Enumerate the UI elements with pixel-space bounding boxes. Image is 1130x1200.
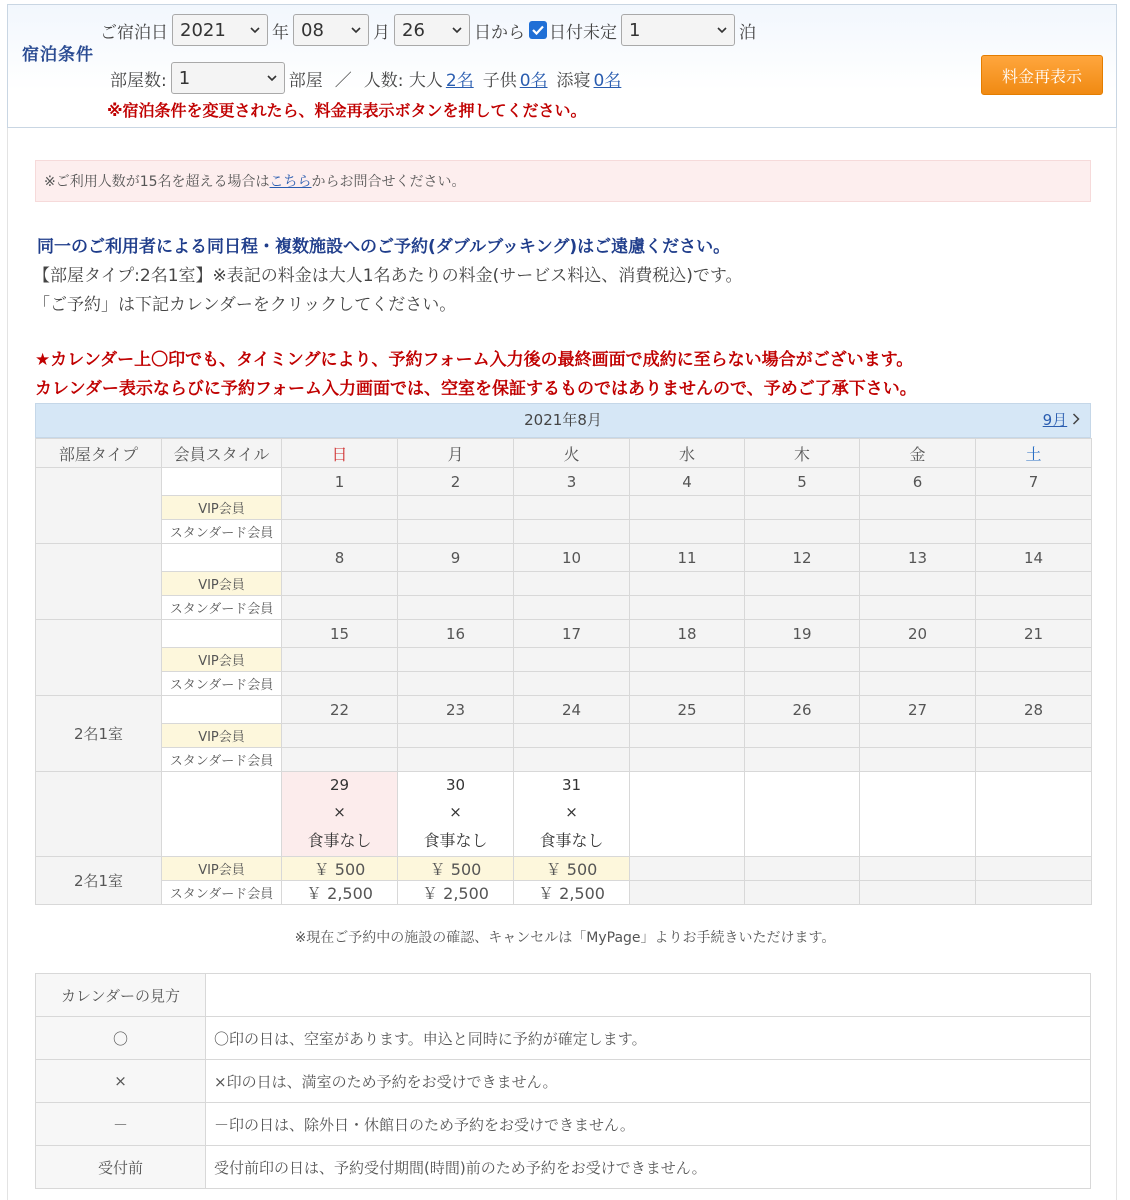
price-cell-empty bbox=[860, 881, 976, 905]
month-select[interactable]: 08 bbox=[293, 14, 369, 46]
date-cell: 4 bbox=[630, 468, 745, 496]
over15-notice: ※ご利用人数が15名を超える場合は こちら からお問合せください。 bbox=[35, 160, 1091, 202]
price-cell-empty bbox=[745, 672, 860, 696]
room-type-note: 【部屋タイプ:2名1室】※表記の料金は大人1名あたりの料金(サービス料込、消費税込)です。 bbox=[33, 266, 743, 286]
col-sun: 日 bbox=[282, 439, 398, 468]
booking-note: 「ご予約」は下記カレンダーをクリックしてください。 bbox=[33, 295, 457, 315]
vip-row bbox=[36, 724, 1092, 748]
date-cell: 2 bbox=[398, 468, 514, 496]
year-unit: 年 bbox=[272, 22, 289, 43]
empty-day-cell bbox=[745, 772, 860, 857]
legend-desc: ×印の日は、満室のため予約をお受けできません。 bbox=[206, 1060, 1091, 1103]
vip-row bbox=[36, 496, 1092, 520]
price-cell-empty bbox=[514, 572, 630, 596]
rooms-select[interactable]: 1 bbox=[171, 62, 285, 94]
date-cell: 23 bbox=[398, 696, 514, 724]
year-select[interactable]: 2021 bbox=[172, 14, 268, 46]
price-cell-empty bbox=[514, 596, 630, 620]
standard-price[interactable]: ￥ 2,500 bbox=[514, 881, 630, 905]
mypage-note: ※現在ご予約中の施設の確認、キャンセルは「MyPage」よりお手続きいただけます。 bbox=[294, 930, 836, 946]
date-cell: 8 bbox=[282, 544, 398, 572]
standard-row bbox=[36, 881, 1092, 905]
standard-label: スタンダード会員 bbox=[162, 520, 282, 544]
chevron-right-icon bbox=[1072, 413, 1080, 425]
price-cell-empty bbox=[398, 572, 514, 596]
standard-label: スタンダード会員 bbox=[162, 596, 282, 620]
day-select[interactable]: 26 bbox=[394, 14, 470, 46]
standard-row bbox=[36, 672, 1092, 696]
legend-desc: 〇印の日は、空室があります。申込と同時に予約が確定します。 bbox=[206, 1017, 1091, 1060]
chevron-down-icon bbox=[267, 73, 277, 83]
meal-plan: 食事なし bbox=[307, 831, 372, 850]
availability-mark: × bbox=[449, 803, 462, 821]
date-cell: 13 bbox=[860, 544, 976, 572]
contact-link[interactable]: こちら bbox=[269, 174, 312, 190]
rooms-label: 部屋数: bbox=[110, 70, 167, 91]
price-cell-empty bbox=[398, 496, 514, 520]
price-cell-empty bbox=[745, 724, 860, 748]
vip-price[interactable]: ￥ 500 bbox=[514, 857, 630, 881]
conditions-notice: ※宿泊条件を変更されたら、料金再表示ボタンを押してください。 bbox=[107, 101, 587, 120]
date-cell: 25 bbox=[630, 696, 745, 724]
price-cell-empty bbox=[976, 857, 1092, 881]
col-member-style: 会員スタイル bbox=[162, 439, 282, 468]
date-cell: 20 bbox=[860, 620, 976, 648]
price-cell-empty bbox=[282, 596, 398, 620]
vip-price[interactable]: ￥ 500 bbox=[398, 857, 514, 881]
empty-day-cell bbox=[860, 772, 976, 857]
legend-row bbox=[36, 1146, 1091, 1189]
warning-line-1: ★カレンダー上〇印でも、タイミングにより、予約フォーム入力後の最終画面で成約に至らない場合がございます。 bbox=[35, 350, 914, 370]
price-cell-empty bbox=[282, 520, 398, 544]
price-cell-empty bbox=[630, 596, 745, 620]
day-cell[interactable] bbox=[282, 772, 398, 857]
date-cell: 22 bbox=[282, 696, 398, 724]
price-cell-empty bbox=[976, 648, 1092, 672]
date-cell: 21 bbox=[976, 620, 1092, 648]
price-cell-empty bbox=[976, 881, 1092, 905]
price-cell-empty bbox=[630, 748, 745, 772]
vip-label: VIP会員 bbox=[162, 724, 282, 748]
room-type-cell bbox=[36, 772, 162, 857]
vip-label: VIP会員 bbox=[162, 857, 282, 881]
day-cell[interactable] bbox=[398, 772, 514, 857]
legend-row bbox=[36, 1060, 1091, 1103]
day-cell[interactable] bbox=[514, 772, 630, 857]
week-date-row bbox=[36, 468, 1092, 496]
empty-day-cell bbox=[976, 772, 1092, 857]
member-style-blank bbox=[162, 772, 282, 857]
standard-price[interactable]: ￥ 2,500 bbox=[398, 881, 514, 905]
price-cell-empty bbox=[282, 672, 398, 696]
date-cell: 1 bbox=[282, 468, 398, 496]
date-cell: 27 bbox=[860, 696, 976, 724]
week-date-row bbox=[36, 772, 1092, 857]
price-cell-empty bbox=[282, 496, 398, 520]
week-date-row bbox=[36, 620, 1092, 648]
legend-title-row bbox=[36, 974, 1091, 1017]
price-cell-empty bbox=[745, 496, 860, 520]
date-cell: 16 bbox=[398, 620, 514, 648]
undecided-checkbox[interactable] bbox=[529, 21, 547, 39]
separator: ／ bbox=[334, 70, 352, 91]
price-cell-empty bbox=[398, 748, 514, 772]
chevron-down-icon bbox=[452, 25, 462, 35]
standard-label: スタンダード会員 bbox=[162, 748, 282, 772]
price-cell-empty bbox=[745, 572, 860, 596]
nights-select[interactable]: 1 bbox=[621, 14, 735, 46]
rooms-unit: 部屋 bbox=[288, 70, 323, 91]
rooms-row bbox=[100, 62, 624, 94]
chevron-down-icon bbox=[351, 25, 361, 35]
price-cell-empty bbox=[745, 748, 860, 772]
standard-row bbox=[36, 520, 1092, 544]
meal-plan: 食事なし bbox=[423, 831, 488, 850]
date-row bbox=[100, 14, 756, 46]
day-unit: 日から bbox=[474, 22, 525, 43]
col-wed: 水 bbox=[630, 439, 745, 468]
price-cell-empty bbox=[745, 648, 860, 672]
date-cell: 19 bbox=[745, 620, 860, 648]
price-cell-empty bbox=[745, 596, 860, 620]
member-style-blank bbox=[162, 696, 282, 724]
meal-plan: 食事なし bbox=[539, 831, 604, 850]
date-cell: 15 bbox=[282, 620, 398, 648]
col-fri: 金 bbox=[860, 439, 976, 468]
member-style-blank bbox=[162, 468, 282, 496]
price-cell-empty bbox=[630, 648, 745, 672]
chevron-down-icon bbox=[717, 25, 727, 35]
children-link[interactable]: 0名 bbox=[519, 70, 548, 91]
legend-desc: 受付前印の日は、予約受付期間(時間)前のため予約をお受けできません。 bbox=[206, 1146, 1091, 1189]
price-cell-empty bbox=[860, 748, 976, 772]
calendar-header bbox=[35, 403, 1091, 438]
room-type-cell bbox=[36, 544, 162, 620]
date-cell: 11 bbox=[630, 544, 745, 572]
room-type-cell bbox=[36, 620, 162, 696]
day-number: 29 bbox=[329, 776, 350, 794]
room-type-cell: 2名1室 bbox=[36, 696, 162, 772]
legend-table bbox=[35, 973, 1091, 1189]
date-cell: 5 bbox=[745, 468, 860, 496]
legend-key: 〇 bbox=[36, 1017, 206, 1060]
price-cell-empty bbox=[976, 520, 1092, 544]
price-cell-empty bbox=[630, 724, 745, 748]
price-cell-empty bbox=[745, 520, 860, 544]
cosleep-label: 添寝 bbox=[556, 70, 591, 91]
double-booking-note: 同一のご利用者による同日程・複数施設へのご予約(ダブルブッキング)はご遠慮ください。 bbox=[37, 237, 731, 257]
price-cell-empty bbox=[398, 520, 514, 544]
price-cell-empty bbox=[514, 648, 630, 672]
price-cell-empty bbox=[976, 724, 1092, 748]
standard-label: スタンダード会員 bbox=[162, 672, 282, 696]
vip-row bbox=[36, 648, 1092, 672]
legend-key: 受付前 bbox=[36, 1146, 206, 1189]
price-cell-empty bbox=[860, 572, 976, 596]
calendar-header-row bbox=[36, 439, 1092, 468]
calendar-month-title: 2021年8月 bbox=[524, 411, 602, 429]
price-cell-empty bbox=[398, 724, 514, 748]
calendar-table bbox=[35, 438, 1092, 905]
legend-row bbox=[36, 1017, 1091, 1060]
price-cell-empty bbox=[860, 520, 976, 544]
price-cell-empty bbox=[860, 596, 976, 620]
date-cell: 14 bbox=[976, 544, 1092, 572]
price-cell-empty bbox=[976, 748, 1092, 772]
price-cell-empty bbox=[630, 881, 745, 905]
legend-key: － bbox=[36, 1103, 206, 1146]
price-cell-empty bbox=[282, 648, 398, 672]
day-number: 30 bbox=[445, 776, 466, 794]
date-cell: 9 bbox=[398, 544, 514, 572]
vip-label: VIP会員 bbox=[162, 648, 282, 672]
col-mon: 月 bbox=[398, 439, 514, 468]
month-unit: 月 bbox=[373, 22, 390, 43]
vip-row bbox=[36, 857, 1092, 881]
date-cell: 28 bbox=[976, 696, 1092, 724]
price-cell-empty bbox=[630, 672, 745, 696]
price-cell-empty bbox=[976, 572, 1092, 596]
checkin-label: ご宿泊日 bbox=[100, 22, 168, 43]
price-cell-empty bbox=[976, 672, 1092, 696]
price-cell-empty bbox=[514, 724, 630, 748]
standard-label: スタンダード会員 bbox=[162, 881, 282, 905]
standard-row bbox=[36, 596, 1092, 620]
price-cell-empty bbox=[514, 520, 630, 544]
price-cell-empty bbox=[282, 748, 398, 772]
date-cell: 17 bbox=[514, 620, 630, 648]
price-cell-empty bbox=[860, 648, 976, 672]
price-cell-empty bbox=[860, 496, 976, 520]
vip-price[interactable]: ￥ 500 bbox=[282, 857, 398, 881]
date-cell: 24 bbox=[514, 696, 630, 724]
refresh-price-button[interactable]: 料金再表示 bbox=[981, 55, 1103, 95]
vip-label: VIP会員 bbox=[162, 496, 282, 520]
date-cell: 12 bbox=[745, 544, 860, 572]
price-cell-empty bbox=[514, 672, 630, 696]
people-label: 人数: 大人 bbox=[363, 70, 443, 91]
price-cell-empty bbox=[282, 572, 398, 596]
week-date-row bbox=[36, 696, 1092, 724]
col-sat: 土 bbox=[976, 439, 1092, 468]
price-cell-empty bbox=[398, 648, 514, 672]
availability-mark: × bbox=[565, 803, 578, 821]
price-cell-empty bbox=[976, 496, 1092, 520]
standard-row bbox=[36, 748, 1092, 772]
price-cell-empty bbox=[976, 596, 1092, 620]
price-cell-empty bbox=[745, 881, 860, 905]
price-cell-empty bbox=[398, 596, 514, 620]
cosleep-link[interactable]: 0名 bbox=[593, 70, 622, 91]
date-cell: 26 bbox=[745, 696, 860, 724]
col-room-type: 部屋タイプ bbox=[36, 439, 162, 468]
check-icon bbox=[531, 23, 545, 37]
room-type-cell bbox=[36, 468, 162, 544]
legend-key: × bbox=[36, 1060, 206, 1103]
member-style-blank bbox=[162, 620, 282, 648]
col-tue: 火 bbox=[514, 439, 630, 468]
price-cell-empty bbox=[745, 857, 860, 881]
price-cell-empty bbox=[282, 724, 398, 748]
legend-desc: －印の日は、除外日・休館日のため予約をお受けできません。 bbox=[206, 1103, 1091, 1146]
date-cell: 6 bbox=[860, 468, 976, 496]
adults-link[interactable]: 2名 bbox=[445, 70, 474, 91]
vip-label: VIP会員 bbox=[162, 572, 282, 596]
week-date-row bbox=[36, 544, 1092, 572]
standard-price[interactable]: ￥ 2,500 bbox=[282, 881, 398, 905]
price-cell-empty bbox=[514, 748, 630, 772]
chevron-down-icon bbox=[250, 25, 260, 35]
legend-title: カレンダーの見方 bbox=[36, 974, 206, 1017]
col-thu: 木 bbox=[745, 439, 860, 468]
next-month-link[interactable]: 9月 bbox=[1043, 404, 1080, 437]
date-cell: 3 bbox=[514, 468, 630, 496]
children-label: 子供 bbox=[482, 70, 517, 91]
room-type-cell: 2名1室 bbox=[36, 857, 162, 905]
day-number: 31 bbox=[561, 776, 582, 794]
availability-mark: × bbox=[333, 803, 346, 821]
price-cell-empty bbox=[860, 672, 976, 696]
legend-row bbox=[36, 1103, 1091, 1146]
price-cell-empty bbox=[630, 496, 745, 520]
date-cell: 18 bbox=[630, 620, 745, 648]
warning-line-2: カレンダー表示ならびに予約フォーム入力画面では、空室を保証するものではありませんので、予めご了承下さい。 bbox=[35, 379, 917, 399]
vip-row bbox=[36, 572, 1092, 596]
nights-unit: 泊 bbox=[739, 22, 756, 43]
date-cell: 10 bbox=[514, 544, 630, 572]
undecided-label[interactable]: 日付未定 bbox=[549, 22, 617, 43]
price-cell-empty bbox=[630, 520, 745, 544]
price-cell-empty bbox=[514, 496, 630, 520]
conditions-title: 宿泊条件 bbox=[22, 45, 94, 65]
price-cell-empty bbox=[630, 857, 745, 881]
empty-day-cell bbox=[630, 772, 745, 857]
price-cell-empty bbox=[630, 572, 745, 596]
date-cell: 7 bbox=[976, 468, 1092, 496]
price-cell-empty bbox=[398, 672, 514, 696]
price-cell-empty bbox=[860, 724, 976, 748]
member-style-blank bbox=[162, 544, 282, 572]
price-cell-empty bbox=[860, 857, 976, 881]
